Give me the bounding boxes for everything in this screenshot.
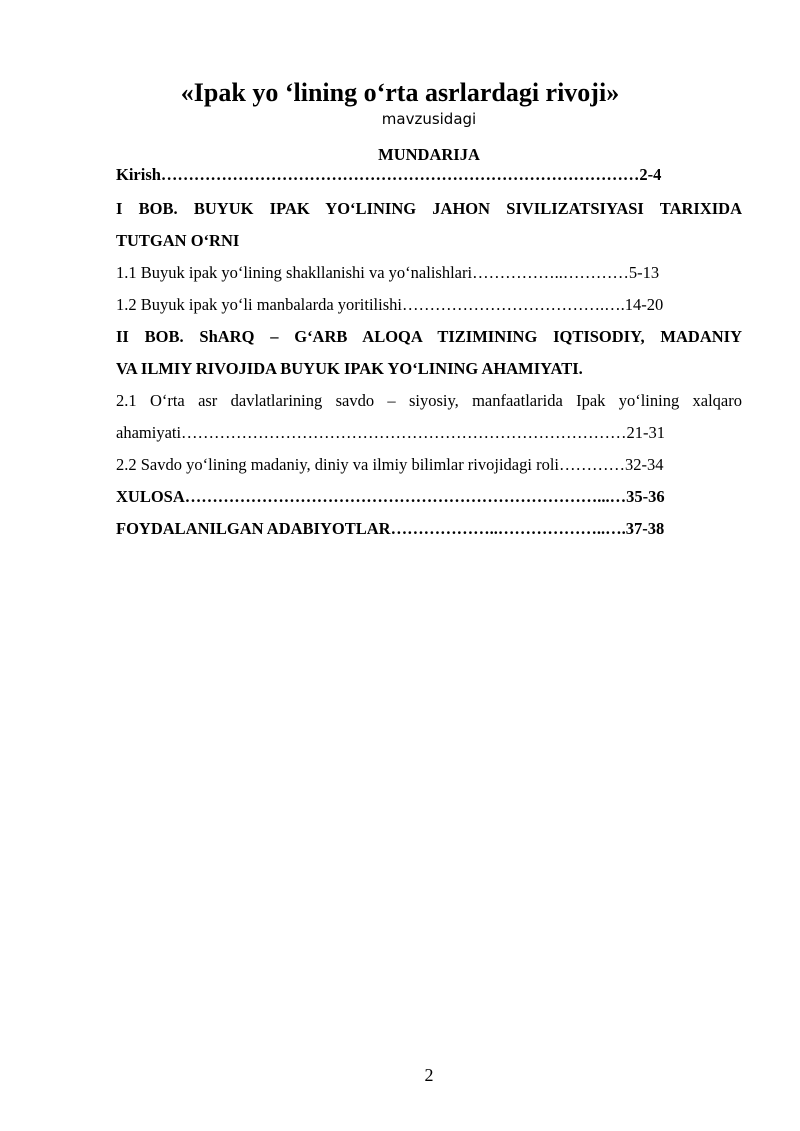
toc-chapter-2-title: II BOB. ShARQ – G‘ARB ALOQA TIZIMINING IQTISODIY, MADANIY [116, 327, 742, 346]
toc-entry-adabiyotlar: FOYDALANILGAN ADABIYOTLAR………………..………………..….37-38 [116, 519, 665, 538]
toc-entry-xulosa: XULOSA…………………………………………………………………...…35-36 [116, 487, 665, 506]
subtitle: mavzusidagi [381, 110, 477, 128]
toc-entry-1-2: 1.2 Buyuk ipak yo‘li manbalarda yoritilishi……………………………….….14-20 [116, 295, 664, 314]
toc-entry-2-1-cont: ahamiyati………………………………………………………………………21-31 [116, 423, 666, 442]
table-of-contents [116, 165, 742, 545]
page-title: «Ipak yo ‘lining o‘rta asrlardagi rivoji» [180, 78, 620, 107]
page-number: 2 [424, 1065, 434, 1085]
toc-chapter-2-title-cont: VA ILMIY RIVOJIDA BUYUK IPAK YO‘LINING AHAMIYATI. [116, 359, 583, 378]
toc-heading: MUNDARIJA [378, 145, 480, 164]
toc-entry-kirish: Kirish……………………………………………………………………………2-4 [116, 165, 662, 184]
toc-entry-2-1: 2.1 O‘rta asr davlatlarining savdo – siyosiy, manfaatlarida Ipak yo‘lining xalqaro [116, 391, 742, 410]
toc-entry-1-1: 1.1 Buyuk ipak yo‘lining shakllanishi va yo‘nalishlari……………..…………5-13 [116, 263, 660, 282]
toc-entry-2-2: 2.2 Savdo yo‘lining madaniy, diniy va ilmiy bilimlar rivojidagi roli…………32-34 [116, 455, 664, 474]
toc-chapter-1-title-cont: TUTGAN O‘RNI [116, 231, 240, 250]
toc-chapter-1-title: I BOB. BUYUK IPAK YO‘LINING JAHON SIVILIZATSIYASI TARIXIDA [116, 199, 742, 218]
